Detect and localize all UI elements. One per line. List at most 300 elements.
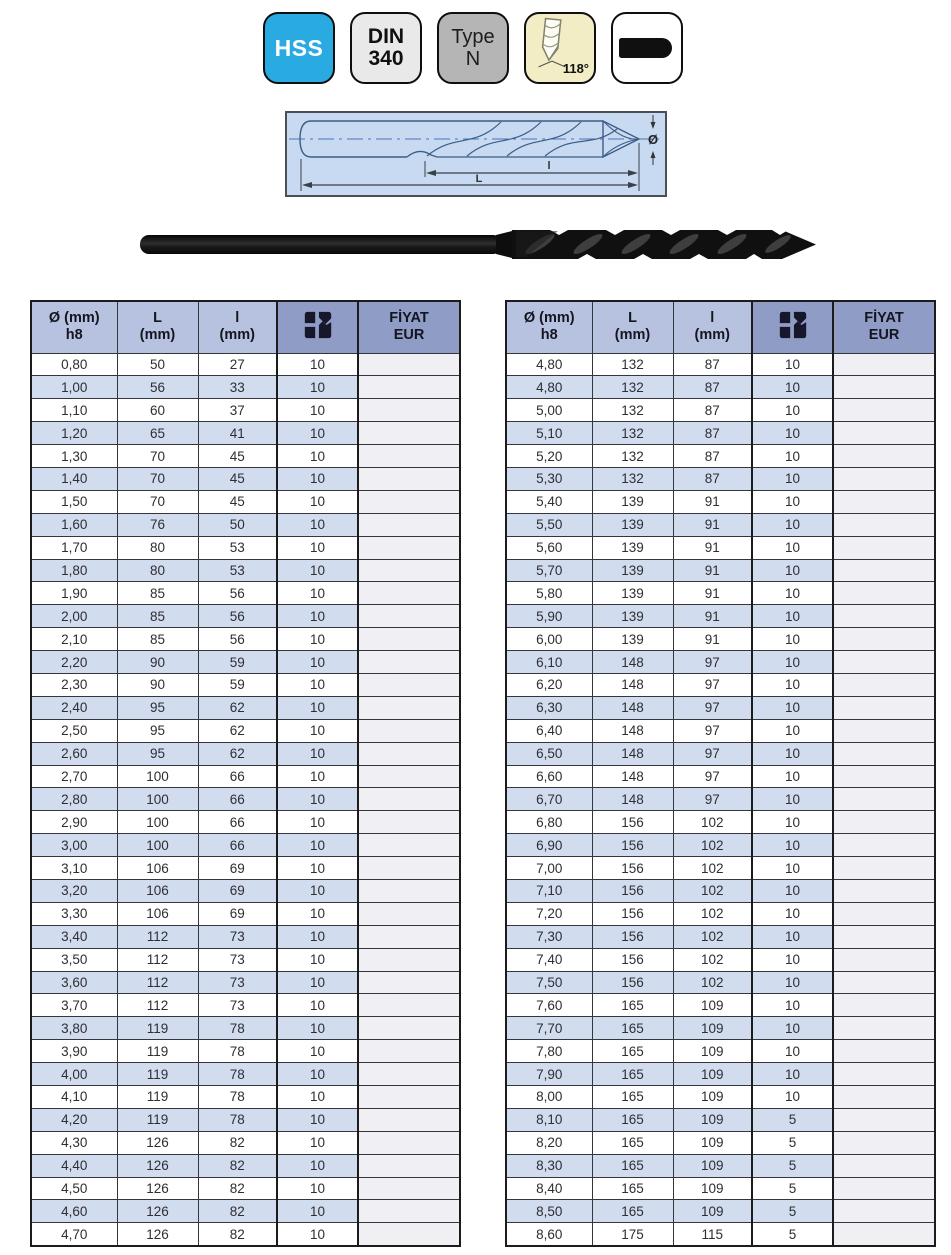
qty-cell: 10 (752, 788, 833, 811)
price-cell (833, 971, 935, 994)
flute-length-cell: 37 (198, 399, 277, 422)
price-cell (833, 1108, 935, 1131)
qty-cell: 10 (277, 902, 358, 925)
diameter-cell: 3,80 (31, 1017, 117, 1040)
diameter-cell: 3,10 (31, 857, 117, 880)
table-row (506, 1200, 935, 1223)
diameter-cell: 4,40 (31, 1154, 117, 1177)
flute-length-cell: 87 (673, 445, 752, 468)
table-row (31, 879, 460, 902)
col-header-price: FİYAT EUR (358, 301, 460, 353)
total-length-cell: 100 (117, 788, 198, 811)
price-cell (358, 1200, 460, 1223)
diameter-cell: 6,30 (506, 696, 592, 719)
table-row (506, 1086, 935, 1109)
diameter-cell: 5,00 (506, 399, 592, 422)
price-cell (358, 513, 460, 536)
diameter-cell: 2,80 (31, 788, 117, 811)
qty-cell: 10 (277, 788, 358, 811)
diameter-cell: 1,40 (31, 467, 117, 490)
price-cell (833, 513, 935, 536)
diameter-label: Ø (647, 132, 659, 147)
diameter-cell: 3,70 (31, 994, 117, 1017)
table-row (31, 490, 460, 513)
flute-length-cell: 97 (673, 788, 752, 811)
flute-length-cell: 73 (198, 971, 277, 994)
qty-cell: 10 (277, 1200, 358, 1223)
qty-cell: 10 (277, 925, 358, 948)
total-length-cell: 148 (592, 788, 673, 811)
total-length-cell: 132 (592, 399, 673, 422)
table-row (31, 1040, 460, 1063)
flute-length-cell: 87 (673, 399, 752, 422)
diameter-cell: 4,10 (31, 1086, 117, 1109)
total-length-cell: 85 (117, 605, 198, 628)
qty-cell: 10 (752, 879, 833, 902)
qty-cell: 10 (277, 467, 358, 490)
total-length-cell: 165 (592, 1177, 673, 1200)
table-row (31, 902, 460, 925)
table-row (506, 902, 935, 925)
price-cell (833, 879, 935, 902)
diameter-cell: 5,30 (506, 467, 592, 490)
total-length-cell: 165 (592, 1131, 673, 1154)
diameter-cell: 2,10 (31, 628, 117, 651)
price-cell (833, 696, 935, 719)
price-cell (833, 902, 935, 925)
qty-cell: 10 (752, 925, 833, 948)
diameter-cell: 7,50 (506, 971, 592, 994)
price-cell (833, 559, 935, 582)
diameter-cell: 5,40 (506, 490, 592, 513)
table-row (31, 1177, 460, 1200)
flute-length-cell: 102 (673, 834, 752, 857)
flute-length-cell: 97 (673, 696, 752, 719)
flute-length-cell: 102 (673, 902, 752, 925)
total-length-cell: 156 (592, 971, 673, 994)
table-row (506, 490, 935, 513)
total-length-cell: 76 (117, 513, 198, 536)
qty-cell: 10 (277, 811, 358, 834)
table-row (31, 1017, 460, 1040)
col-header-package (277, 301, 358, 353)
qty-cell: 10 (277, 1177, 358, 1200)
badge-type-line1: Type (451, 25, 495, 48)
price-cell (358, 422, 460, 445)
flute-length-cell: 102 (673, 925, 752, 948)
flute-length-cell: 69 (198, 857, 277, 880)
price-cell (358, 696, 460, 719)
table-row (506, 536, 935, 559)
qty-cell: 5 (752, 1200, 833, 1223)
price-cell (358, 1108, 460, 1131)
total-length-cell: 139 (592, 559, 673, 582)
price-cell (358, 948, 460, 971)
price-cell (833, 994, 935, 1017)
qty-cell: 10 (277, 1131, 358, 1154)
total-length-cell: 112 (117, 971, 198, 994)
total-length-cell: 139 (592, 490, 673, 513)
total-length-cell: 70 (117, 467, 198, 490)
diameter-cell: 6,00 (506, 628, 592, 651)
diameter-cell: 2,20 (31, 651, 117, 674)
price-cell (833, 445, 935, 468)
flute-length-cell: 102 (673, 857, 752, 880)
price-cell (833, 1223, 935, 1246)
diameter-cell: 2,00 (31, 605, 117, 628)
price-cell (833, 605, 935, 628)
flute-length-cell: 91 (673, 605, 752, 628)
price-cell (358, 353, 460, 376)
total-length-cell: 65 (117, 422, 198, 445)
price-cell (358, 719, 460, 742)
diameter-cell: 8,00 (506, 1086, 592, 1109)
price-cell (833, 376, 935, 399)
qty-cell: 10 (277, 513, 358, 536)
diameter-cell: 8,50 (506, 1200, 592, 1223)
qty-cell: 10 (277, 1017, 358, 1040)
table-row (31, 582, 460, 605)
diameter-cell: 4,80 (506, 353, 592, 376)
flute-length-cell: 91 (673, 536, 752, 559)
diameter-cell: 6,50 (506, 742, 592, 765)
qty-cell: 10 (752, 902, 833, 925)
table-row (31, 536, 460, 559)
price-cell (833, 925, 935, 948)
flute-length-cell: 82 (198, 1200, 277, 1223)
price-cell (833, 1040, 935, 1063)
diameter-cell: 6,60 (506, 765, 592, 788)
flute-length-cell: 97 (673, 765, 752, 788)
diameter-cell: 2,90 (31, 811, 117, 834)
flute-length-cell: 27 (198, 353, 277, 376)
diameter-cell: 4,00 (31, 1063, 117, 1086)
diameter-cell: 7,70 (506, 1017, 592, 1040)
flute-length-cell: 91 (673, 628, 752, 651)
qty-cell: 10 (752, 857, 833, 880)
diameter-cell: 7,30 (506, 925, 592, 948)
table-row (506, 925, 935, 948)
diameter-cell: 1,90 (31, 582, 117, 605)
qty-cell: 10 (752, 353, 833, 376)
col-header-flute-length: l (mm) (198, 301, 277, 353)
diameter-cell: 5,70 (506, 559, 592, 582)
qty-cell: 10 (277, 1086, 358, 1109)
qty-cell: 10 (752, 628, 833, 651)
price-cell (833, 948, 935, 971)
price-cell (358, 834, 460, 857)
table-row (506, 582, 935, 605)
total-length-cell: 126 (117, 1131, 198, 1154)
flute-length-label: l (547, 160, 551, 172)
size-table-right (505, 300, 936, 1247)
price-cell (358, 399, 460, 422)
qty-cell: 10 (277, 536, 358, 559)
flute-length-cell: 102 (673, 948, 752, 971)
table-row (506, 857, 935, 880)
flute-length-cell: 97 (673, 651, 752, 674)
table-row (506, 719, 935, 742)
price-cell (833, 651, 935, 674)
badge-shank (611, 12, 683, 84)
table-row (506, 696, 935, 719)
price-cell (358, 971, 460, 994)
flute-length-cell: 109 (673, 1086, 752, 1109)
table-row (31, 559, 460, 582)
price-cell (358, 445, 460, 468)
flute-length-cell: 66 (198, 834, 277, 857)
qty-cell: 5 (752, 1108, 833, 1131)
diameter-cell: 4,60 (31, 1200, 117, 1223)
table-row (506, 422, 935, 445)
qty-cell: 10 (277, 857, 358, 880)
price-cell (358, 1223, 460, 1246)
flute-length-cell: 109 (673, 1131, 752, 1154)
diameter-cell: 8,10 (506, 1108, 592, 1131)
diameter-cell: 2,70 (31, 765, 117, 788)
total-length-cell: 70 (117, 490, 198, 513)
total-length-cell: 165 (592, 1017, 673, 1040)
total-length-cell: 95 (117, 719, 198, 742)
total-length-cell: 112 (117, 948, 198, 971)
price-cell (833, 719, 935, 742)
price-cell (358, 1177, 460, 1200)
total-length-cell: 165 (592, 1200, 673, 1223)
flute-length-cell: 69 (198, 902, 277, 925)
diameter-cell: 0,80 (31, 353, 117, 376)
diameter-cell: 1,50 (31, 490, 117, 513)
total-length-cell: 100 (117, 834, 198, 857)
total-length-cell: 165 (592, 994, 673, 1017)
total-length-cell: 132 (592, 353, 673, 376)
total-length-cell: 175 (592, 1223, 673, 1246)
price-cell (358, 1017, 460, 1040)
total-length-label: L (475, 173, 483, 185)
badge-din-line2: 340 (368, 47, 404, 70)
total-length-cell: 139 (592, 582, 673, 605)
table-row (31, 1086, 460, 1109)
total-length-cell: 132 (592, 376, 673, 399)
flute-length-cell: 109 (673, 994, 752, 1017)
qty-cell: 10 (752, 582, 833, 605)
qty-cell: 10 (752, 971, 833, 994)
flute-length-cell: 66 (198, 788, 277, 811)
flute-length-cell: 45 (198, 445, 277, 468)
diameter-cell: 4,50 (31, 1177, 117, 1200)
total-length-cell: 90 (117, 651, 198, 674)
flute-length-cell: 62 (198, 696, 277, 719)
total-length-cell: 50 (117, 353, 198, 376)
total-length-cell: 132 (592, 467, 673, 490)
qty-cell: 10 (752, 673, 833, 696)
total-length-cell: 156 (592, 834, 673, 857)
diameter-cell: 1,70 (31, 536, 117, 559)
table-row (31, 994, 460, 1017)
total-length-cell: 85 (117, 628, 198, 651)
diameter-cell: 2,40 (31, 696, 117, 719)
qty-cell: 5 (752, 1131, 833, 1154)
qty-cell: 10 (277, 628, 358, 651)
table-row (506, 376, 935, 399)
total-length-cell: 165 (592, 1154, 673, 1177)
total-length-cell: 106 (117, 902, 198, 925)
total-length-cell: 132 (592, 422, 673, 445)
drill-photo (138, 223, 822, 265)
flute-length-cell: 91 (673, 582, 752, 605)
table-row (506, 994, 935, 1017)
flute-length-cell: 53 (198, 536, 277, 559)
diameter-cell: 5,90 (506, 605, 592, 628)
table-row (506, 788, 935, 811)
diameter-cell: 1,20 (31, 422, 117, 445)
price-cell (833, 788, 935, 811)
flute-length-cell: 91 (673, 490, 752, 513)
diameter-cell: 1,30 (31, 445, 117, 468)
diameter-cell: 5,10 (506, 422, 592, 445)
total-length-cell: 126 (117, 1223, 198, 1246)
flute-length-cell: 45 (198, 467, 277, 490)
table-row (31, 788, 460, 811)
total-length-cell: 139 (592, 536, 673, 559)
table-header-row (506, 301, 935, 353)
qty-cell: 10 (752, 742, 833, 765)
flute-length-cell: 56 (198, 582, 277, 605)
qty-cell: 5 (752, 1154, 833, 1177)
flute-length-cell: 82 (198, 1223, 277, 1246)
flute-length-cell: 73 (198, 925, 277, 948)
flute-length-cell: 102 (673, 971, 752, 994)
total-length-cell: 165 (592, 1086, 673, 1109)
diameter-cell: 3,30 (31, 902, 117, 925)
table-row (506, 445, 935, 468)
total-length-cell: 156 (592, 857, 673, 880)
total-length-cell: 148 (592, 765, 673, 788)
flute-length-cell: 97 (673, 673, 752, 696)
total-length-cell: 119 (117, 1108, 198, 1131)
total-length-cell: 112 (117, 925, 198, 948)
table-row (31, 422, 460, 445)
total-length-cell: 100 (117, 765, 198, 788)
total-length-cell: 90 (117, 673, 198, 696)
table-row (506, 1154, 935, 1177)
price-cell (358, 857, 460, 880)
qty-cell: 10 (277, 971, 358, 994)
qty-cell: 10 (277, 605, 358, 628)
price-cell (833, 834, 935, 857)
table-row (31, 673, 460, 696)
diameter-cell: 1,60 (31, 513, 117, 536)
total-length-cell: 139 (592, 605, 673, 628)
table-row (31, 948, 460, 971)
table-row (506, 1108, 935, 1131)
qty-cell: 10 (752, 1017, 833, 1040)
flute-length-cell: 109 (673, 1200, 752, 1223)
diameter-cell: 5,50 (506, 513, 592, 536)
diameter-cell: 7,80 (506, 1040, 592, 1063)
price-cell (833, 1177, 935, 1200)
diameter-cell: 4,30 (31, 1131, 117, 1154)
price-cell (358, 1040, 460, 1063)
diameter-cell: 8,60 (506, 1223, 592, 1246)
qty-cell: 10 (752, 513, 833, 536)
total-length-cell: 80 (117, 559, 198, 582)
flute-length-cell: 62 (198, 742, 277, 765)
total-length-cell: 106 (117, 857, 198, 880)
flute-length-cell: 91 (673, 559, 752, 582)
qty-cell: 10 (277, 994, 358, 1017)
badge-point-angle (524, 12, 596, 84)
flute-length-cell: 59 (198, 651, 277, 674)
flute-length-cell: 109 (673, 1063, 752, 1086)
qty-cell: 10 (277, 696, 358, 719)
diameter-cell: 3,20 (31, 879, 117, 902)
flute-length-cell: 82 (198, 1177, 277, 1200)
qty-cell: 10 (277, 1108, 358, 1131)
price-cell (358, 788, 460, 811)
price-cell (833, 582, 935, 605)
price-cell (358, 559, 460, 582)
qty-cell: 10 (277, 1063, 358, 1086)
table-row (506, 811, 935, 834)
price-cell (358, 925, 460, 948)
diameter-cell: 7,60 (506, 994, 592, 1017)
flute-length-cell: 66 (198, 811, 277, 834)
qty-cell: 10 (752, 376, 833, 399)
price-cell (358, 651, 460, 674)
diameter-cell: 7,00 (506, 857, 592, 880)
qty-cell: 10 (277, 376, 358, 399)
qty-cell: 10 (277, 1223, 358, 1246)
diameter-cell: 7,40 (506, 948, 592, 971)
diameter-cell: 5,60 (506, 536, 592, 559)
flute-length-cell: 97 (673, 719, 752, 742)
table-row (506, 1177, 935, 1200)
qty-cell: 10 (277, 879, 358, 902)
badge-din-line1: DIN (367, 24, 405, 48)
table-row (31, 376, 460, 399)
price-cell (358, 742, 460, 765)
table-row (31, 971, 460, 994)
flute-length-cell: 33 (198, 376, 277, 399)
price-cell (358, 673, 460, 696)
flute-length-cell: 56 (198, 605, 277, 628)
total-length-cell: 165 (592, 1108, 673, 1131)
diameter-cell: 3,40 (31, 925, 117, 948)
qty-cell: 10 (752, 719, 833, 742)
diameter-cell: 7,10 (506, 879, 592, 902)
drill-bit-image (138, 223, 822, 265)
qty-cell: 10 (752, 445, 833, 468)
total-length-cell: 165 (592, 1040, 673, 1063)
table-row (506, 628, 935, 651)
table-row (31, 628, 460, 651)
price-cell (833, 811, 935, 834)
total-length-cell: 119 (117, 1040, 198, 1063)
table-row (31, 1200, 460, 1223)
price-cell (833, 467, 935, 490)
price-cell (833, 1154, 935, 1177)
total-length-cell: 148 (592, 742, 673, 765)
table-row (31, 1223, 460, 1246)
table-row (506, 834, 935, 857)
qty-cell: 10 (277, 1040, 358, 1063)
total-length-cell: 100 (117, 811, 198, 834)
badge-hss-label: HSS (274, 34, 324, 61)
total-length-cell: 106 (117, 879, 198, 902)
flute-length-cell: 102 (673, 879, 752, 902)
flute-length-cell: 78 (198, 1086, 277, 1109)
price-cell (358, 376, 460, 399)
